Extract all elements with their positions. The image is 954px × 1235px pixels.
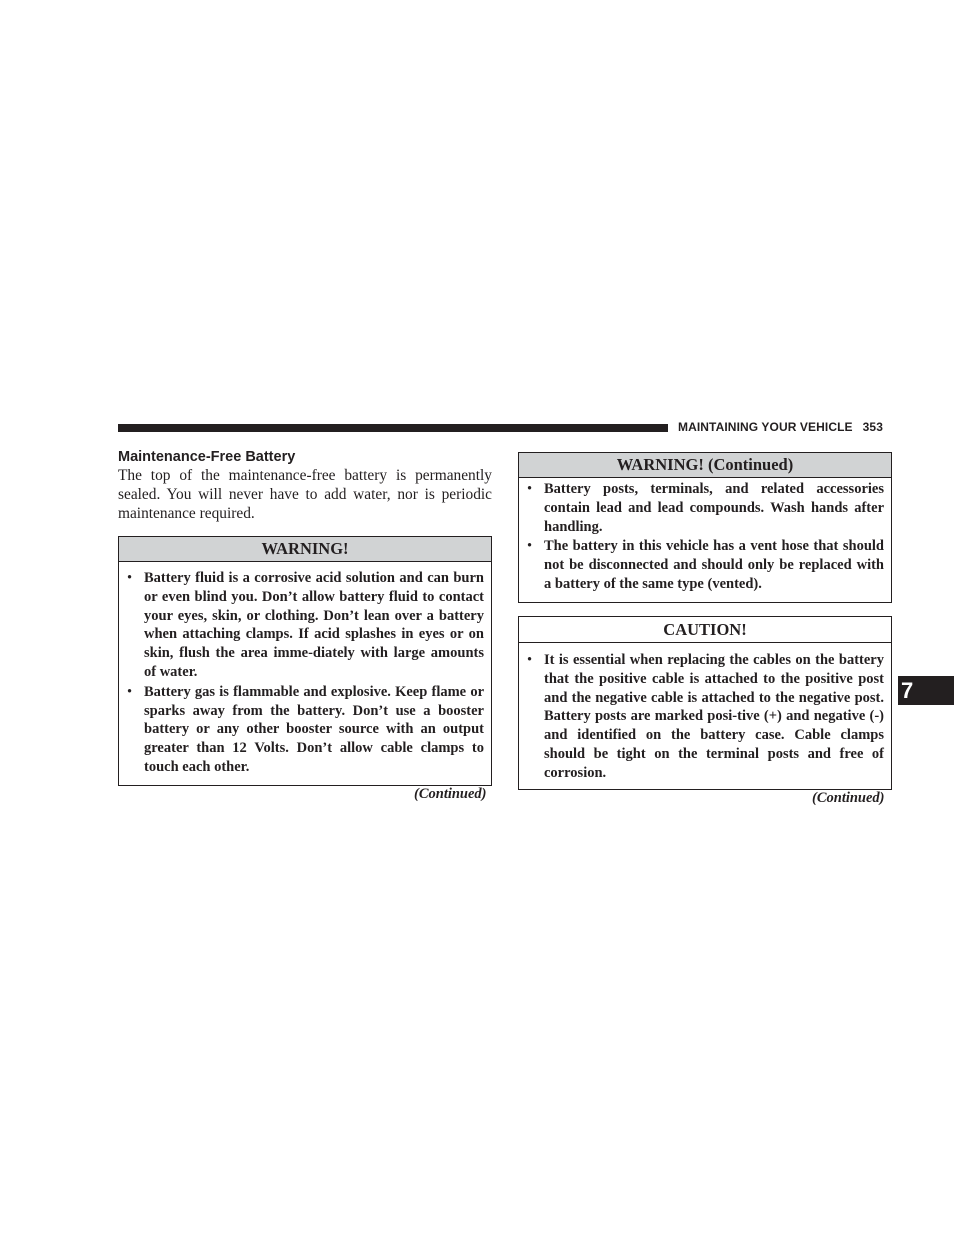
warning-heading: WARNING! [119,537,491,562]
running-header [678,420,891,434]
page-number: 353 [862,420,883,434]
warning-continued-item-text: Battery posts, terminals, and related accessories contain lead and lead compounds. Wash hands after handling. [544,481,884,535]
warning-continued-box [518,452,892,603]
bullet-icon: • [527,652,533,668]
caution-item-text: It is essential when replacing the cables on the battery that the positive cable is attached to the positive post and the negative cable is attached to the negative post. Battery posts are marked posi-tive (+) and negative (-) and identified on the battery case. Cable clamps should be tight on the terminal posts and free of corrosion. [544,652,884,781]
warning-item [119,683,484,777]
warning-continued-heading: WARNING! (Continued) [519,453,891,478]
chapter-tab: 7 [898,676,954,705]
warning-continued-item [519,537,884,593]
continued-note-right: (Continued) [812,790,885,806]
warning-continued-list [519,478,891,594]
caution-box [518,616,892,790]
bullet-icon: • [527,481,533,497]
intro-paragraph: The top of the maintenance-free battery is permanently sealed. You will never have to add water, nor is periodic maintenance required. [118,467,492,523]
header-section-title: MAINTAINING YOUR VEHICLE [678,420,853,434]
warning-continued-item-text: The battery in this vehicle has a vent hose that should not be disconnected and should only be replaced with a battery of the same type (vented). [544,538,884,592]
caution-item [519,651,884,783]
warning-box [118,536,492,786]
caution-heading: CAUTION! [519,617,891,643]
warning-continued-item [519,480,884,536]
warning-item [119,569,484,682]
warning-item-text: Battery fluid is a corrosive acid solution and can burn or even blind you. Don’t allow battery fluid to contact your eyes, skin, or clothing. Don’t lean over a battery when attaching clamps. If acid splashes in eyes or on skin, flush the area imme-diately with large amounts of water. [144,570,484,680]
header-rule [118,424,668,432]
continued-note-left: (Continued) [414,786,487,802]
caution-list [519,643,891,783]
bullet-icon: • [527,538,533,555]
warning-item-text: Battery gas is flammable and explosive. Keep flame or sparks away from the battery. Don’t use a booster battery or any other booster source with an output greater than 12 Volts. Don’t allow cable clamps to touch each other. [144,683,484,775]
bullet-icon: • [127,570,133,586]
warning-list [119,562,491,777]
section-title: Maintenance-Free Battery [118,449,296,465]
bullet-icon: • [127,683,133,700]
